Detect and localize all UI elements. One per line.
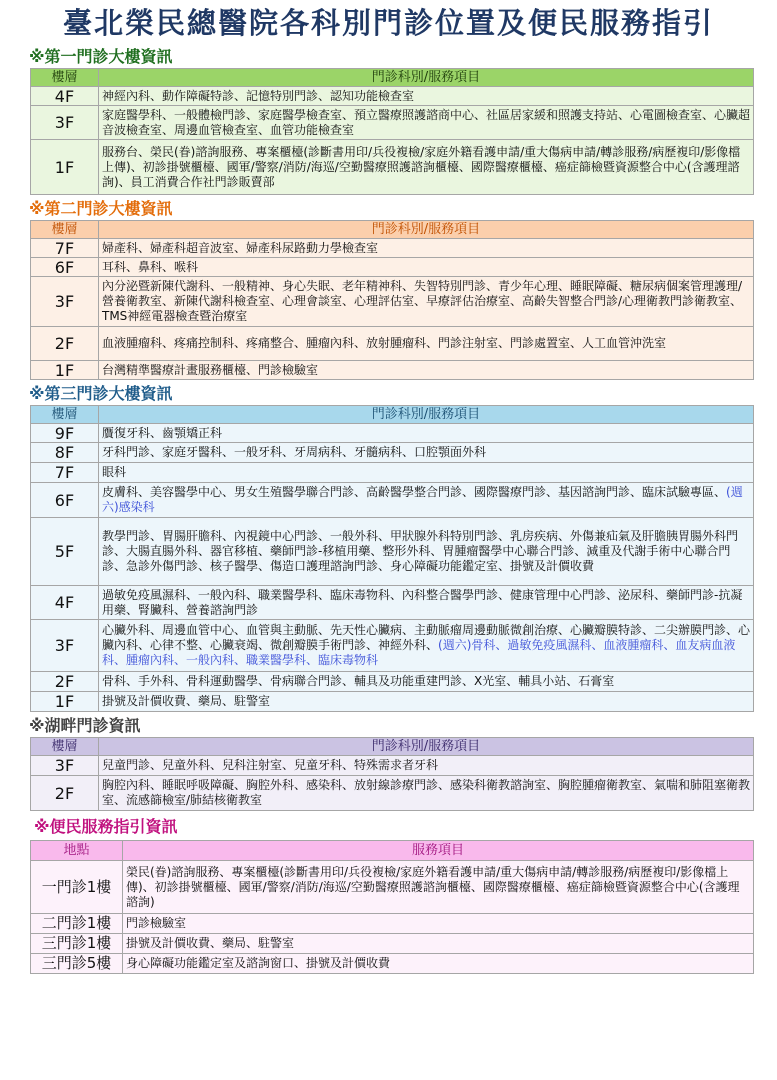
services-text: 眼科	[99, 463, 754, 483]
services-text: 神經內科、動作障礙特診、記憶特別門診、認知功能檢查室	[99, 87, 754, 106]
services-text: 血液腫瘤科、疼痛控制科、疼痛整合、腫瘤內科、放射腫瘤科、門診注射室、門診處置室、人工血管沖洗室	[99, 327, 754, 361]
table-row	[31, 106, 754, 140]
service-table	[30, 840, 754, 974]
floor-label: 6F	[31, 483, 99, 518]
header-floor: 樓層	[31, 221, 99, 239]
table-row	[31, 756, 754, 776]
table-row	[31, 934, 754, 954]
floor-label: 6F	[31, 258, 99, 277]
table-row	[31, 518, 754, 586]
table-row	[31, 692, 754, 712]
section-title: ※第三門診大樓資訊	[29, 384, 173, 403]
section-lakeside	[30, 715, 754, 811]
table-header	[31, 841, 754, 861]
floor-table	[30, 405, 754, 712]
section-title: ※第一門診大樓資訊	[29, 47, 173, 66]
floor-label: 2F	[31, 327, 99, 361]
header-floor: 樓層	[31, 738, 99, 756]
table-header	[31, 221, 754, 239]
floor-label: 9F	[31, 424, 99, 443]
table-row	[31, 483, 754, 518]
floor-table	[30, 737, 754, 811]
services-text: 門診檢驗室	[123, 914, 754, 934]
table-row	[31, 776, 754, 811]
services-text: 台灣精準醫療計畫服務櫃檯、門診檢驗室	[99, 361, 754, 380]
services-text: 骨科、手外科、骨科運動醫學、骨病聯合門診、輔具及功能重建門診、X光室、輔具小站、石膏室	[99, 672, 754, 692]
header-floor: 樓層	[31, 69, 99, 87]
table-row	[31, 443, 754, 463]
services-text: 身心障礙功能鑑定室及諮詢窗口、掛號及計價收費	[123, 954, 754, 974]
floor-table	[30, 68, 754, 195]
table-header	[31, 69, 754, 87]
floor-label: 4F	[31, 586, 99, 620]
table-row	[31, 914, 754, 934]
services-text: 教學門診、胃腸肝膽科、內視鏡中心門診、一般外科、甲狀腺外科特別門診、乳房疾病、外傷兼疝氣及肝膽胰胃腸外科門診、大腸直腸外科、器官移植、藥師門診-移植用藥、整形外科、胃腫瘤醫學中心聯合門診、減重及代謝手術中心聯合門診、急診外傷門診、核子醫學、傷造口護理諮詢門診、身心障礙功能鑑定室、掛號及計價收費	[99, 518, 754, 586]
table-row	[31, 140, 754, 195]
floor-label: 3F	[31, 277, 99, 327]
table-row	[31, 620, 754, 672]
services-text: 內分泌暨新陳代謝科、一般精神、身心失眠、老年精神科、失智特別門診、青少年心理、睡眠障礙、糖尿病個案管理護理/營養衛教室、新陳代謝科檢查室、心理會談室、心理評估室、早療評估治療室、高齡失智整合門診/心理衛教門診衛教室、TMS神經電器檢查暨治療室	[99, 277, 754, 327]
location-label: 三門診5樓	[31, 954, 123, 974]
floor-label: 2F	[31, 776, 99, 811]
table-row	[31, 239, 754, 258]
services-text: 榮民(眷)諮詢服務、專案櫃檯(診斷書用印/兵役複檢/家庭外籍看護申請/重大傷病申請/轉診服務/病歷複印/影像檔上傳)、初診掛號櫃檯、國軍/警察/消防/海巡/空勤醫療照護諮詢櫃檯、國際醫療櫃檯、癌症篩檢暨資源整合中心(含護理諮詢)	[123, 861, 754, 914]
services-main: 皮膚科、美容醫學中心、男女生殖醫學聯合門診、高齡醫學整合門診、國際醫療門診、基因諮詢門診、臨床試驗專區、	[102, 485, 727, 499]
services-text: 掛號及計價收費、藥局、駐警室	[99, 692, 754, 712]
services-main: 心臟外科、周邊血管中心、血管與主動脈、先天性心臟病、主動脈瘤周邊動脈微創治療、心臟瓣膜特診、二尖辦膜門診、心臟內科、心律不整、心臟衰竭、微創瓣膜手術門診、神經外科、	[102, 623, 751, 652]
floor-label: 5F	[31, 518, 99, 586]
services-text: 服務台、榮民(眷)諮詢服務、專案櫃檯(診斷書用印/兵役複檢/家庭外籍看護申請/重大傷病申請/轉診服務/病歷複印/影像檔上傳)、初診掛號櫃檯、國軍/警察/消防/海巡/空勤醫療照護諮詢櫃檯、國際醫療櫃檯、癌症篩檢暨資源整合中心(含護理諮詢)、員工消費合作社門診販賣部	[99, 140, 754, 195]
location-label: 二門診1樓	[31, 914, 123, 934]
header-services: 服務項目	[123, 841, 754, 861]
floor-table	[30, 220, 754, 380]
services-text: 過敏免疫風濕科、一般內科、職業醫學科、臨床毒物科、內科整合醫學門診、健康管理中心門診、泌尿科、藥師門診-抗凝用藥、腎臟科、營養諮詢門診	[99, 586, 754, 620]
section-building-2	[30, 198, 754, 380]
header-services: 門診科別/服務項目	[99, 738, 754, 756]
table-row	[31, 954, 754, 974]
table-row	[31, 463, 754, 483]
services-text: 贋復牙科、齒顎矯正科	[99, 424, 754, 443]
services-text: 婦產科、婦產科超音波室、婦產科尿路動力學檢查室	[99, 239, 754, 258]
services-text: 胸腔內科、睡眠呼吸障礙、胸腔外科、感染科、放射線診療門診、感染科衛教諮詢室、胸腔腫瘤衛教室、氣喘和肺阻塞衛教室、流感篩檢室/肺結核衛教室	[99, 776, 754, 811]
floor-label: 1F	[31, 140, 99, 195]
table-row	[31, 361, 754, 380]
header-floor: 樓層	[31, 406, 99, 424]
table-row	[31, 258, 754, 277]
services-text: 耳科、鼻科、喉科	[99, 258, 754, 277]
location-label: 一門診1樓	[31, 861, 123, 914]
services-saturday: (週六)骨科、過敏免疫風濕科、血液腫瘤科、血友病血液科、腫瘤內科、一般內科、職業醫學科、臨床毒物科	[102, 638, 736, 667]
section-building-1	[30, 46, 754, 195]
section-title: ※湖畔門診資訊	[29, 716, 141, 735]
floor-label: 7F	[31, 463, 99, 483]
floor-label: 8F	[31, 443, 99, 463]
table-row	[31, 87, 754, 106]
table-row	[31, 424, 754, 443]
header-services: 門診科別/服務項目	[99, 69, 754, 87]
services-saturday: (週六)感染科	[102, 485, 743, 514]
table-header	[31, 738, 754, 756]
floor-label: 7F	[31, 239, 99, 258]
floor-label: 4F	[31, 87, 99, 106]
section-title: ※第二門診大樓資訊	[29, 199, 173, 218]
table-row	[31, 861, 754, 914]
services-text: 掛號及計價收費、藥局、駐警室	[123, 934, 754, 954]
header-location: 地點	[31, 841, 123, 861]
floor-label: 3F	[31, 620, 99, 672]
section-title: ※便民服務指引資訊	[34, 817, 178, 836]
section-building-3	[30, 383, 754, 712]
location-label: 三門診1樓	[31, 934, 123, 954]
table-row	[31, 586, 754, 620]
header-services: 門診科別/服務項目	[99, 406, 754, 424]
table-row	[31, 277, 754, 327]
floor-label: 2F	[31, 672, 99, 692]
services-text: 家庭醫學科、一般體檢門診、家庭醫學檢查室、預立醫療照護諮商中心、社區居家緩和照護支持站、心電圖檢查室、心臟超音波檢查室、周邊血管檢查室、血管功能檢查室	[99, 106, 754, 140]
floor-label: 3F	[31, 756, 99, 776]
services-text	[99, 483, 754, 518]
header-services: 門診科別/服務項目	[99, 221, 754, 239]
table-header	[31, 406, 754, 424]
section-convenience-services	[30, 816, 754, 974]
floor-label: 3F	[31, 106, 99, 140]
services-text: 兒童門診、兒童外科、兒科注射室、兒童牙科、特殊需求者牙科	[99, 756, 754, 776]
floor-label: 1F	[31, 692, 99, 712]
table-row	[31, 672, 754, 692]
table-row	[31, 327, 754, 361]
floor-label: 1F	[31, 361, 99, 380]
services-text: 牙科門診、家庭牙醫科、一般牙科、牙周病科、牙髓病科、口腔顎面外科	[99, 443, 754, 463]
services-text	[99, 620, 754, 672]
page-title: 臺北榮民總醫院各科別門診位置及便民服務指引	[62, 6, 714, 40]
